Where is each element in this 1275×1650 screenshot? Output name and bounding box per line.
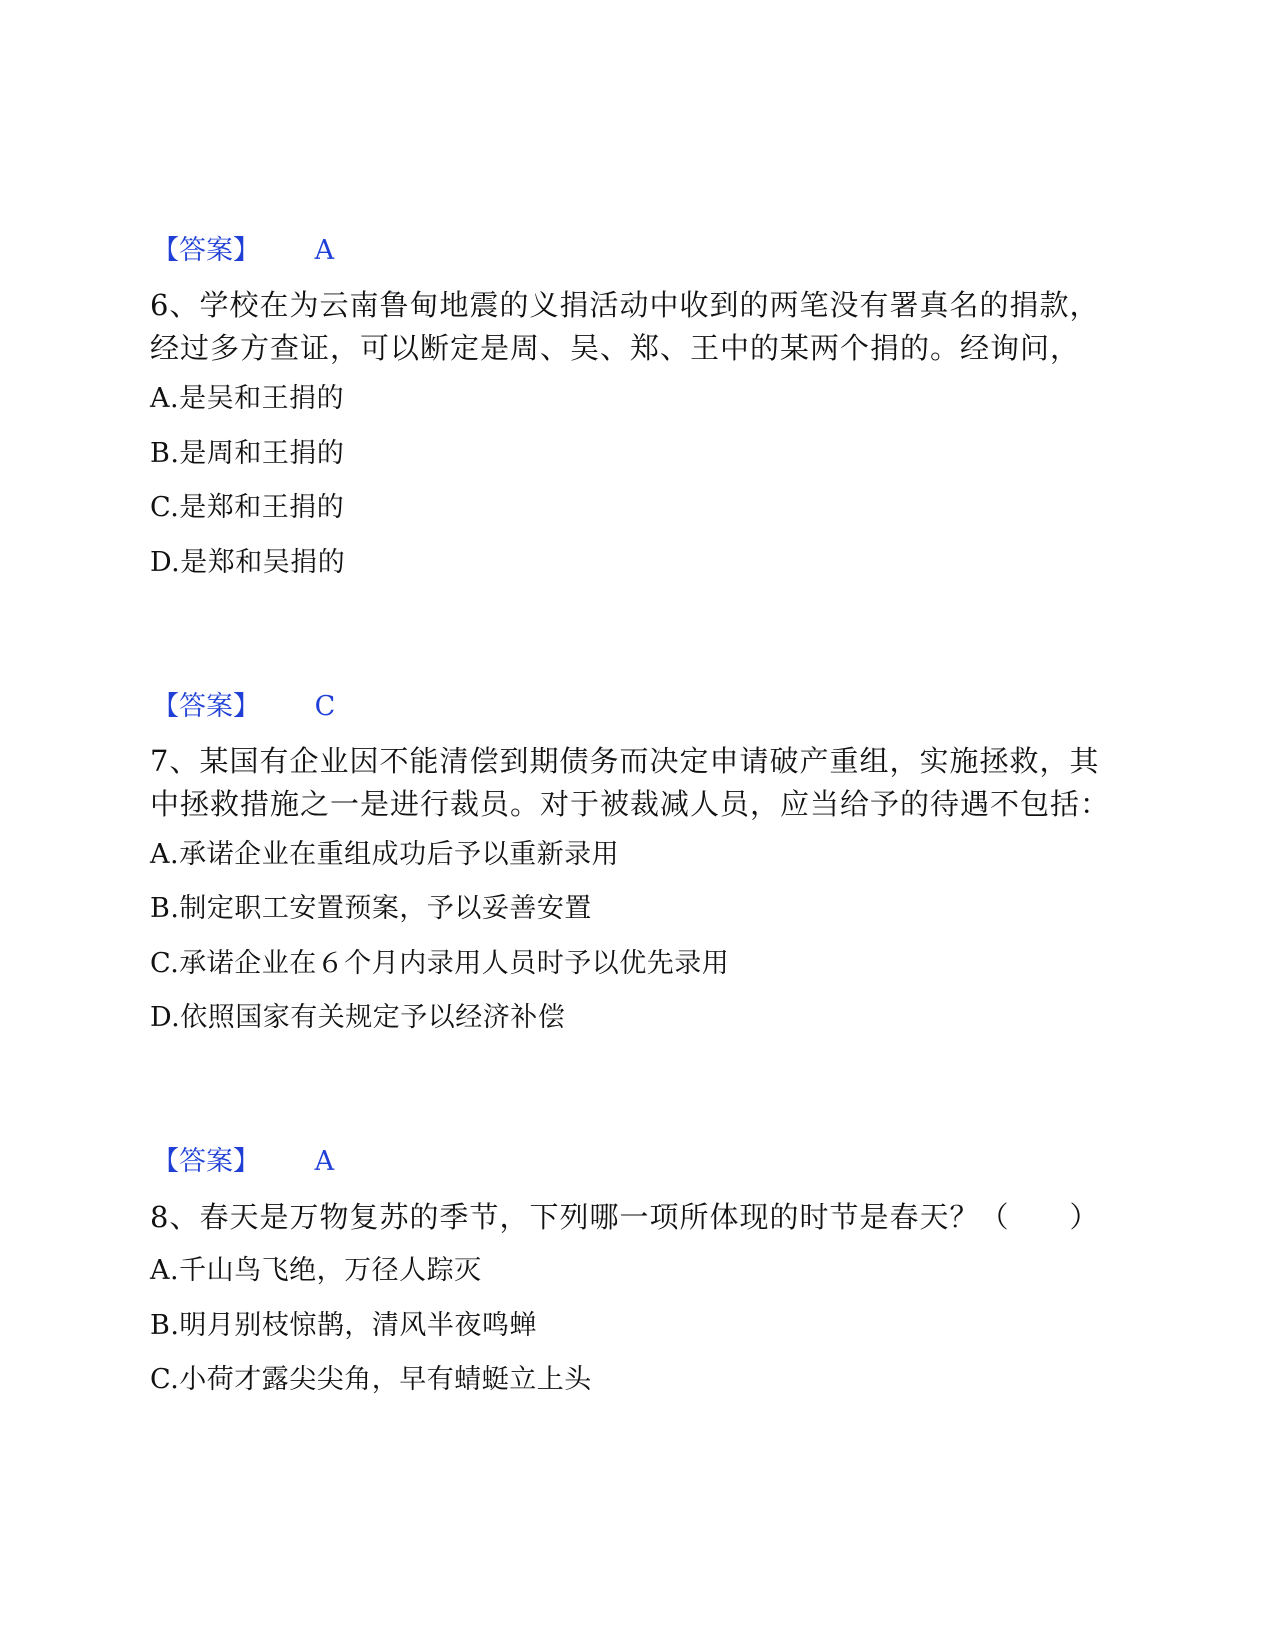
answer-value: C: [314, 691, 336, 722]
answer-label: 【答案】: [152, 1146, 260, 1177]
answer-value: A: [314, 1146, 335, 1177]
question-8-option-b: B.明月别枝惊鹊，清风半夜鸣蝉: [150, 1310, 537, 1341]
question-6-option-a: A.是吴和王捐的: [150, 383, 345, 414]
question-7-option-d: D.依照国家有关规定予以经济补偿: [150, 1002, 566, 1033]
answer-line: [152, 687, 335, 727]
answer-line: [152, 1142, 334, 1182]
question-7-option-a: A.承诺企业在重组成功后予以重新录用: [150, 839, 620, 870]
question-7-option-b: B.制定职工安置预案，予以妥善安置: [150, 893, 592, 924]
answer-label: 【答案】: [152, 235, 260, 266]
question-8-option-c: C.小荷才露尖尖角，早有蜻蜓立上头: [150, 1364, 592, 1395]
question-6-option-c: C.是郑和王捐的: [150, 492, 345, 523]
question-8-text: 8、春天是万物复苏的季节，下列哪一项所体现的时节是春天？（ ）: [150, 1200, 1100, 1234]
answer-line: [152, 231, 334, 271]
answer-label: 【答案】: [152, 691, 260, 722]
question-8-option-a: A.千山鸟飞绝，万径人踪灭: [150, 1255, 482, 1286]
question-6-text: 6、学校在为云南鲁甸地震的义捐活动中收到的两笔没有署真名的捐款，经过多方查证，可以断定是周、吴、郑、王中的某两个捐的。经询问，: [150, 288, 1100, 365]
answer-value: A: [314, 235, 335, 266]
question-7-option-c: C.承诺企业在６个月内录用人员时予以优先录用: [150, 948, 730, 979]
question-6-option-d: D.是郑和吴捐的: [150, 547, 346, 578]
question-7-text: 7、某国有企业因不能清偿到期债务而决定申请破产重组，实施拯救，其中拯救措施之一是进行裁员。对于被裁减人员，应当给予的待遇不包括：: [150, 744, 1111, 821]
question-6-option-b: B.是周和王捐的: [150, 438, 345, 469]
